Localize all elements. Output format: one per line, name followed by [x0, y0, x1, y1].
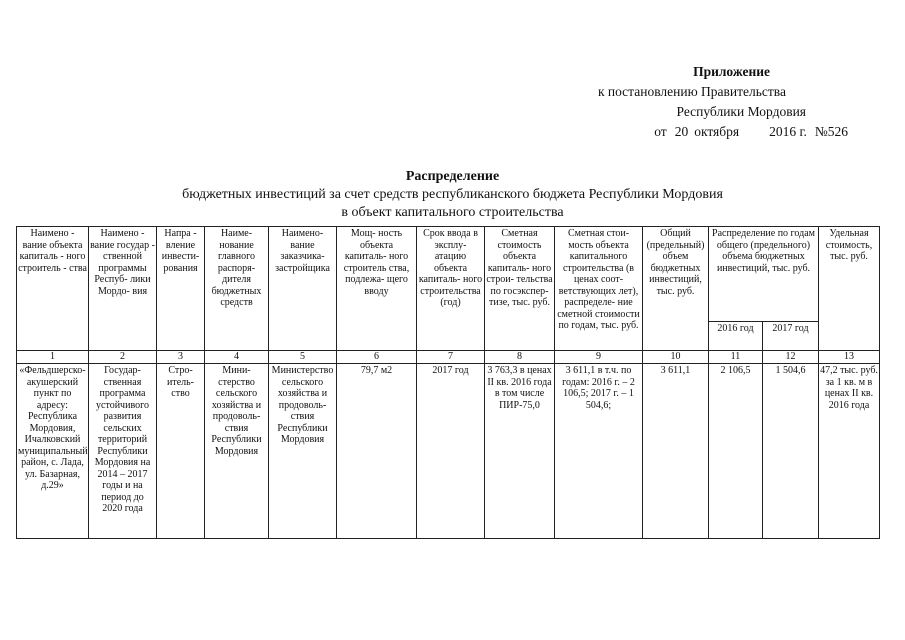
- cell-direction: Стро- итель- ство: [157, 364, 205, 539]
- table-header-row: [17, 227, 880, 322]
- column-number: 8: [485, 351, 555, 364]
- cell-commission-year: 2017 год: [417, 364, 485, 539]
- cell-cost-by-years: 3 611,1 в т.ч. по годам: 2016 г. – 2 106,5; 2017 г. – 1 504,6;: [555, 364, 643, 539]
- appendix-line-2: Республики Мордовия: [676, 104, 806, 119]
- header-cell: Общий (предельный) объем бюджетных инвестиций, тыс. руб.: [643, 227, 709, 351]
- investment-table: [16, 226, 880, 539]
- cell-customer: Министерство сельского хозяйства и продоволь- ствия Республики Мордовия: [269, 364, 337, 539]
- header-cell-2016: 2016 год: [709, 322, 763, 351]
- heading-line-2: в объект капитального строительства: [341, 205, 564, 220]
- heading-title: Распределение: [405, 169, 500, 184]
- column-number: 12: [763, 351, 819, 364]
- column-number: 6: [337, 351, 417, 364]
- appendix-title: Приложение: [693, 64, 770, 79]
- column-number: 5: [269, 351, 337, 364]
- column-number: 13: [819, 351, 880, 364]
- header-cell-2017: 2017 год: [763, 322, 819, 351]
- cell-total-investment: 3 611,1: [643, 364, 709, 539]
- column-number: 10: [643, 351, 709, 364]
- header-cell: Распределение по годам общего (предельного) объема бюджетных инвестиций, тыс. руб.: [709, 227, 819, 322]
- appendix-date-line: [560, 122, 860, 142]
- header-cell: Наиме- нование главного распоря- дителя бюджетных средств: [205, 227, 269, 351]
- column-number: 1: [17, 351, 89, 364]
- cell-capacity: 79,7 м2: [337, 364, 417, 539]
- date-day: 20: [674, 124, 689, 139]
- date-year: 2016 г.: [769, 124, 807, 139]
- header-cell: Сметная стоимость объекта капиталь- ного строи- тельства по госэкспер- тизе, тыс. руб.: [485, 227, 555, 351]
- heading-line-1: бюджетных инвестиций за счет средств республиканского бюджета Республики Мордовия: [182, 187, 723, 202]
- cell-unit-cost: 47,2 тыс. руб. за 1 кв. м в ценах II кв. 2016 года: [819, 364, 880, 539]
- cell-budget-manager: Мини- стерство сельского хозяйства и продоволь- ствия Республики Мордовия: [205, 364, 269, 539]
- column-number: 4: [205, 351, 269, 364]
- header-cell: Наимено - вание объекта капиталь - ного строитель - ства: [17, 227, 89, 351]
- column-number-row: [17, 351, 880, 364]
- header-cell: Мощ- ность объекта капиталь- ного строитель ства, подлежа- щего вводу: [337, 227, 417, 351]
- date-prefix: от: [654, 124, 667, 139]
- column-number: 9: [555, 351, 643, 364]
- date-month: октября: [694, 124, 740, 139]
- header-cell: Удельная стоимость, тыс. руб.: [819, 227, 880, 351]
- appendix-block: [560, 62, 860, 142]
- cell-estimated-cost: 3 763,3 в ценах II кв. 2016 года в том числе ПИР-75,0: [485, 364, 555, 539]
- cell-2016: 2 106,5: [709, 364, 763, 539]
- cell-object-name: «Фельдшерско- акушерский пункт по адресу: Республика Мордовия, Ичалковский муниципальный район, с. Лада, ул. Базарная, д.29»: [17, 364, 89, 539]
- header-cell: Наимено - вание государ - ственной программы Респуб- лики Мордо- вия: [89, 227, 157, 351]
- appendix-line-1: к постановлению Правительства: [597, 84, 786, 99]
- header-cell: Сметная стои- мость объекта капитального строительства (в ценах соот- ветствующих лет), распределе- ние сметной стоимости по годам, тыс. руб.: [555, 227, 643, 351]
- header-cell: Наимено- вание заказчика- застройщика: [269, 227, 337, 351]
- document-heading: [0, 168, 905, 222]
- column-number: 2: [89, 351, 157, 364]
- cell-2017: 1 504,6: [763, 364, 819, 539]
- column-number: 3: [157, 351, 205, 364]
- document-number: №526: [814, 124, 848, 139]
- header-cell: Напра - вление инвести- рования: [157, 227, 205, 351]
- header-cell: Срок ввода в эксплу- атацию объекта капиталь- ного строительства (год): [417, 227, 485, 351]
- table-row: [17, 364, 880, 539]
- cell-program: Государ- ственная программа устойчивого развития сельских территорий Республики Мордовия на 2014 – 2017 годы и на период до 2020 года: [89, 364, 157, 539]
- column-number: 11: [709, 351, 763, 364]
- column-number: 7: [417, 351, 485, 364]
